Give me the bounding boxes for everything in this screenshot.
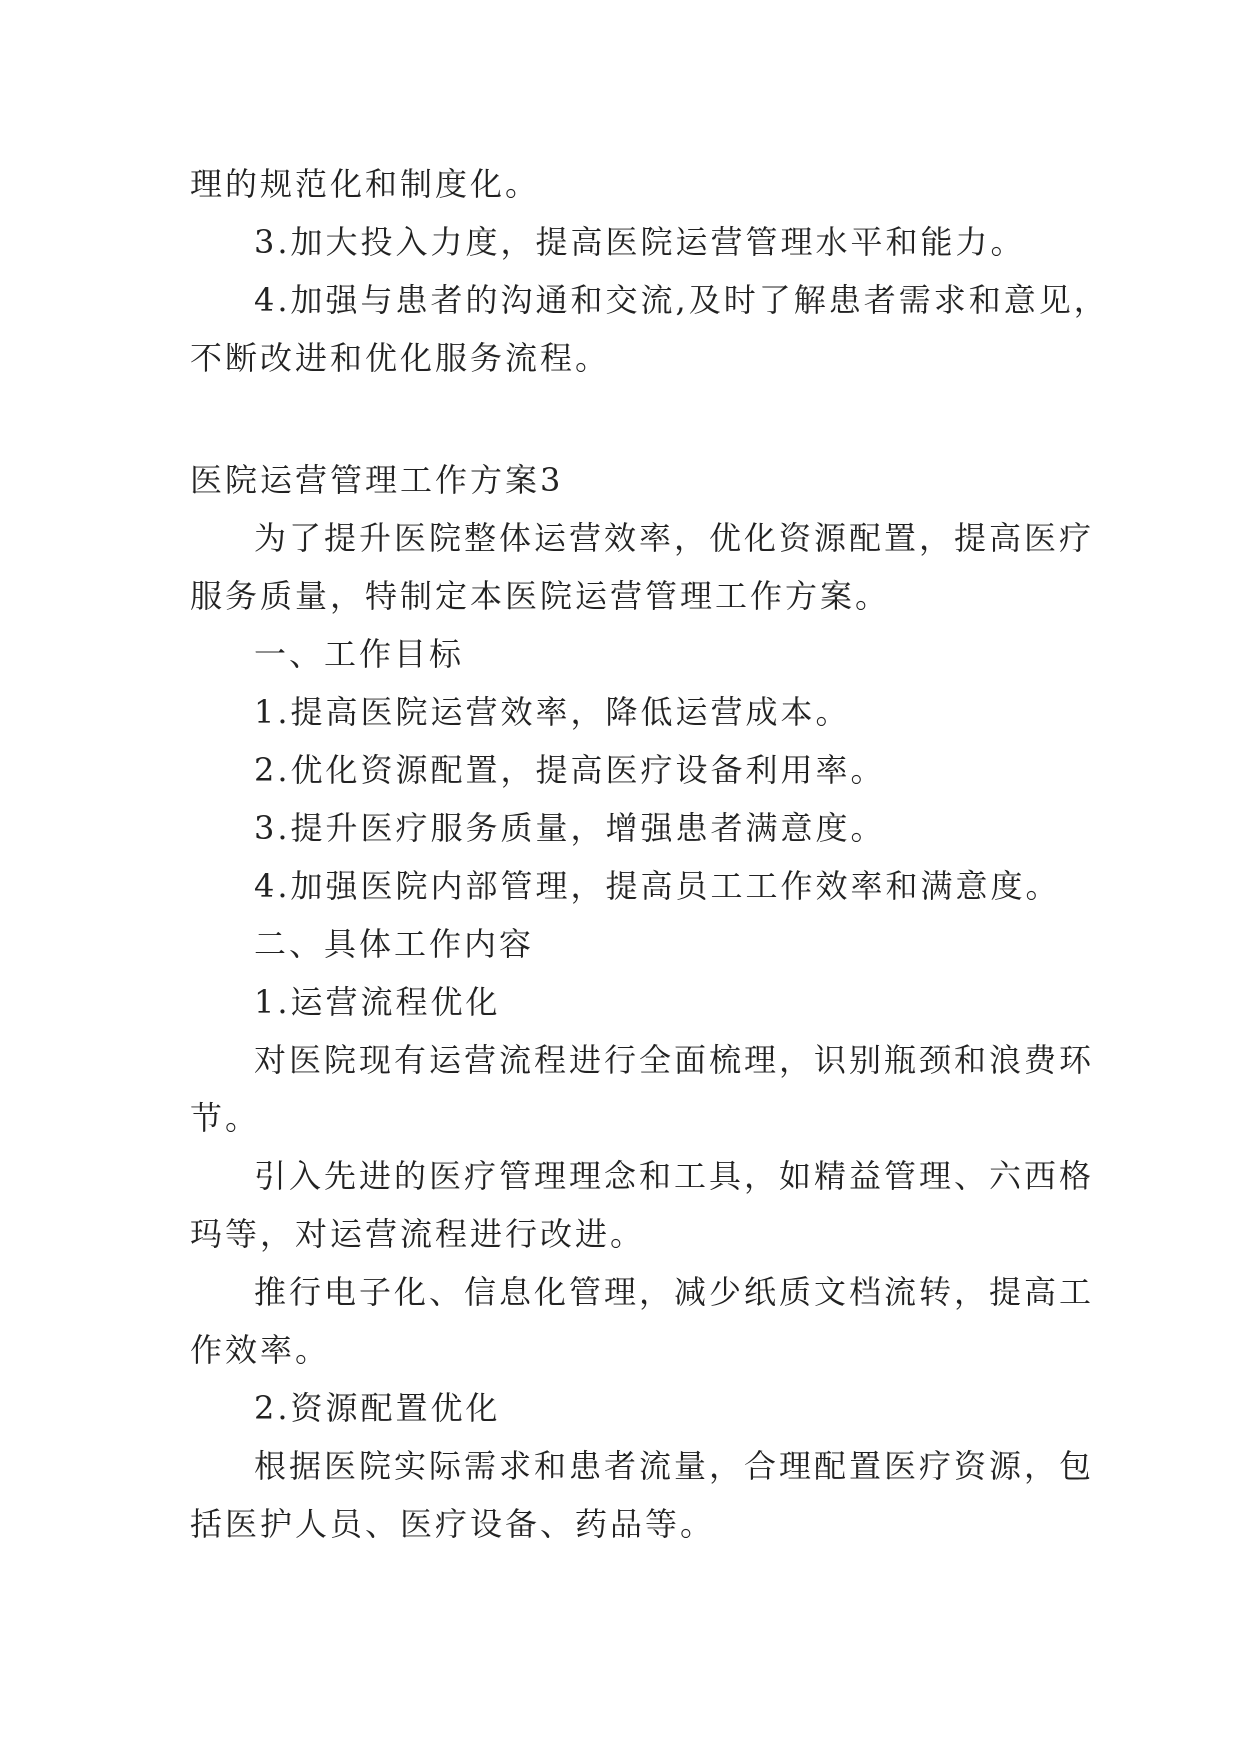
paragraph-line: 对医院现有运营流程进行全面梳理，识别瓶颈和浪费环: [254, 1041, 1095, 1079]
paragraph-line: 括医护人员、医疗设备、药品等。: [190, 1505, 716, 1543]
paragraph-line: 理的规范化和制度化。: [190, 165, 541, 203]
paragraph-line: 为了提升医院整体运营效率，优化资源配置，提高医疗: [254, 519, 1095, 557]
paragraph-line: 节。: [190, 1099, 261, 1137]
paragraph-line: 玛等，对运营流程进行改进。: [190, 1215, 646, 1253]
paragraph-line: 3.加大投入力度，提高医院运营管理水平和能力。: [254, 223, 1026, 261]
paragraph-line: 不断改进和优化服务流程。: [190, 339, 611, 377]
list-item: 4.加强医院内部管理，提高员工工作效率和满意度。: [254, 867, 1061, 905]
list-item: 3.提升医疗服务质量，增强患者满意度。: [254, 809, 886, 847]
paragraph-line: 4.加强与患者的沟通和交流,及时了解患者需求和意见，: [254, 281, 1109, 319]
section-heading: 一、工作目标: [254, 635, 465, 673]
paragraph-line: 服务质量，特制定本医院运营管理工作方案。: [190, 577, 891, 615]
subsection-heading: 1.运营流程优化: [254, 983, 501, 1021]
section-title: 医院运营管理工作方案3: [190, 461, 564, 499]
section-heading: 二、具体工作内容: [254, 925, 535, 963]
list-item: 2.优化资源配置，提高医疗设备利用率。: [254, 751, 886, 789]
list-item: 1.提高医院运营效率，降低运营成本。: [254, 693, 851, 731]
subsection-heading: 2.资源配置优化: [254, 1389, 501, 1427]
paragraph-line: 引入先进的医疗管理理念和工具，如精益管理、六西格: [254, 1157, 1095, 1195]
paragraph-line: 根据医院实际需求和患者流量，合理配置医疗资源，包: [254, 1447, 1095, 1485]
paragraph-line: 推行电子化、信息化管理，减少纸质文档流转，提高工: [254, 1273, 1095, 1311]
paragraph-line: 作效率。: [190, 1331, 331, 1369]
